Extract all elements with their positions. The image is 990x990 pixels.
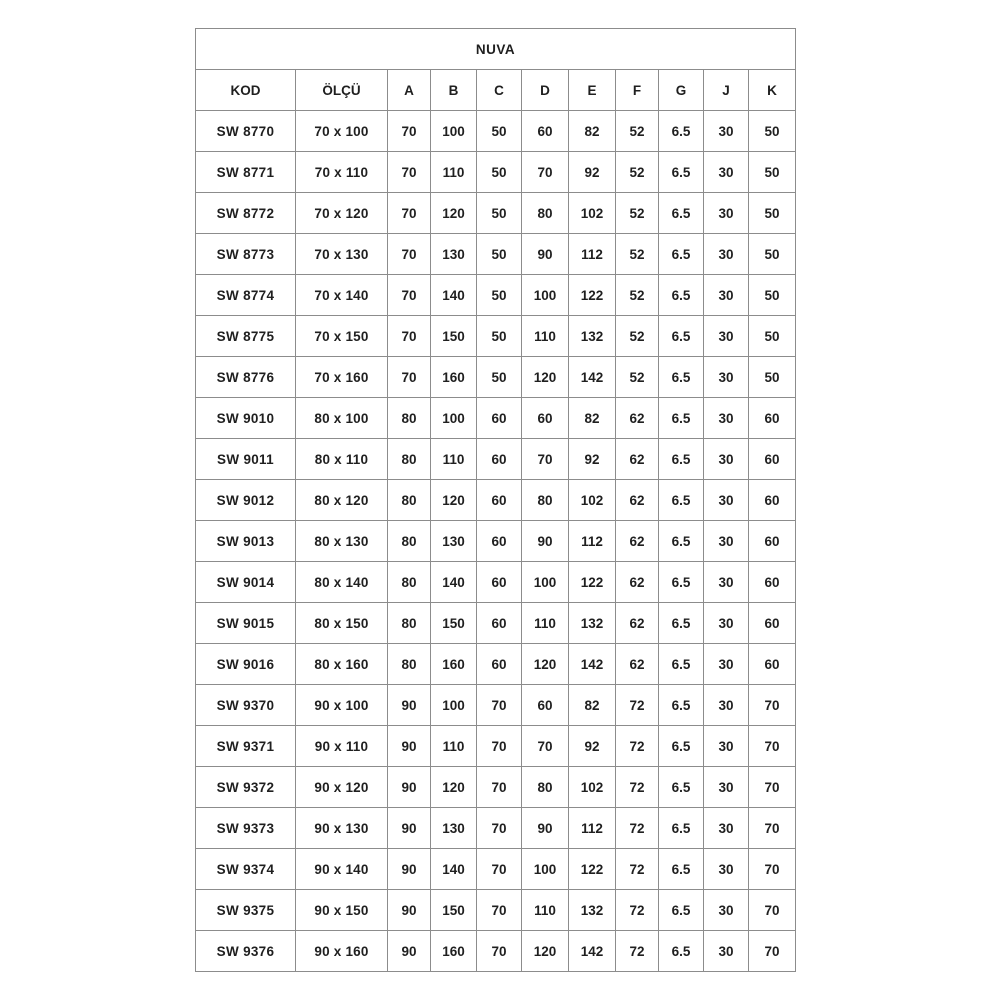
table-row <box>196 562 796 603</box>
cell-kod: SW 8771 <box>196 152 296 193</box>
cell-b: 150 <box>431 890 477 931</box>
cell-g: 6.5 <box>659 931 704 972</box>
cell-c: 70 <box>477 931 522 972</box>
cell-b: 120 <box>431 193 477 234</box>
cell-b: 140 <box>431 849 477 890</box>
table-row <box>196 808 796 849</box>
cell-a: 80 <box>388 644 431 685</box>
cell-k: 50 <box>749 193 796 234</box>
table-row <box>196 767 796 808</box>
cell-j: 30 <box>704 767 749 808</box>
cell-d: 60 <box>522 685 569 726</box>
cell-kod: SW 9016 <box>196 644 296 685</box>
cell-f: 62 <box>616 439 659 480</box>
cell-g: 6.5 <box>659 890 704 931</box>
column-header-d: D <box>522 70 569 111</box>
cell-g: 6.5 <box>659 808 704 849</box>
column-header-e: E <box>569 70 616 111</box>
cell-olcu: 70 x 100 <box>296 111 388 152</box>
column-header-kod: KOD <box>196 70 296 111</box>
cell-e: 122 <box>569 275 616 316</box>
column-header-row <box>196 70 796 111</box>
cell-j: 30 <box>704 521 749 562</box>
cell-olcu: 80 x 120 <box>296 480 388 521</box>
cell-c: 70 <box>477 849 522 890</box>
cell-olcu: 90 x 110 <box>296 726 388 767</box>
cell-kod: SW 8770 <box>196 111 296 152</box>
cell-j: 30 <box>704 357 749 398</box>
cell-j: 30 <box>704 480 749 521</box>
cell-e: 122 <box>569 562 616 603</box>
table-row <box>196 685 796 726</box>
cell-olcu: 90 x 140 <box>296 849 388 890</box>
cell-a: 70 <box>388 193 431 234</box>
cell-a: 70 <box>388 275 431 316</box>
cell-olcu: 90 x 150 <box>296 890 388 931</box>
cell-f: 72 <box>616 808 659 849</box>
column-header-c: C <box>477 70 522 111</box>
cell-e: 132 <box>569 890 616 931</box>
cell-f: 62 <box>616 480 659 521</box>
cell-b: 140 <box>431 275 477 316</box>
cell-b: 130 <box>431 234 477 275</box>
cell-c: 70 <box>477 685 522 726</box>
table-row <box>196 480 796 521</box>
cell-d: 100 <box>522 849 569 890</box>
cell-d: 110 <box>522 603 569 644</box>
cell-e: 142 <box>569 644 616 685</box>
cell-k: 70 <box>749 726 796 767</box>
cell-b: 160 <box>431 357 477 398</box>
table-row <box>196 644 796 685</box>
cell-e: 112 <box>569 521 616 562</box>
cell-f: 52 <box>616 193 659 234</box>
cell-j: 30 <box>704 275 749 316</box>
cell-e: 142 <box>569 357 616 398</box>
cell-kod: SW 9011 <box>196 439 296 480</box>
spec-sheet <box>195 28 795 972</box>
cell-a: 80 <box>388 603 431 644</box>
column-header-k: K <box>749 70 796 111</box>
cell-kod: SW 9010 <box>196 398 296 439</box>
table-row <box>196 603 796 644</box>
cell-g: 6.5 <box>659 275 704 316</box>
cell-d: 60 <box>522 111 569 152</box>
cell-e: 112 <box>569 234 616 275</box>
cell-e: 142 <box>569 931 616 972</box>
cell-j: 30 <box>704 193 749 234</box>
cell-olcu: 80 x 160 <box>296 644 388 685</box>
column-header-g: G <box>659 70 704 111</box>
cell-b: 100 <box>431 685 477 726</box>
cell-a: 80 <box>388 480 431 521</box>
cell-c: 50 <box>477 357 522 398</box>
column-header-f: F <box>616 70 659 111</box>
cell-c: 70 <box>477 726 522 767</box>
cell-kod: SW 9014 <box>196 562 296 603</box>
column-header-b: B <box>431 70 477 111</box>
cell-a: 90 <box>388 767 431 808</box>
cell-b: 110 <box>431 439 477 480</box>
cell-g: 6.5 <box>659 439 704 480</box>
cell-olcu: 80 x 130 <box>296 521 388 562</box>
cell-k: 70 <box>749 808 796 849</box>
cell-k: 60 <box>749 562 796 603</box>
cell-a: 90 <box>388 890 431 931</box>
cell-c: 60 <box>477 562 522 603</box>
cell-f: 72 <box>616 767 659 808</box>
column-header-j: J <box>704 70 749 111</box>
cell-f: 72 <box>616 849 659 890</box>
cell-olcu: 70 x 160 <box>296 357 388 398</box>
cell-a: 70 <box>388 357 431 398</box>
cell-d: 70 <box>522 152 569 193</box>
cell-a: 70 <box>388 111 431 152</box>
cell-b: 160 <box>431 931 477 972</box>
cell-j: 30 <box>704 562 749 603</box>
cell-a: 90 <box>388 931 431 972</box>
cell-j: 30 <box>704 685 749 726</box>
cell-k: 50 <box>749 275 796 316</box>
table-row <box>196 152 796 193</box>
cell-olcu: 70 x 140 <box>296 275 388 316</box>
cell-j: 30 <box>704 316 749 357</box>
cell-kod: SW 8774 <box>196 275 296 316</box>
cell-kod: SW 9373 <box>196 808 296 849</box>
cell-j: 30 <box>704 398 749 439</box>
cell-olcu: 90 x 130 <box>296 808 388 849</box>
cell-k: 60 <box>749 603 796 644</box>
cell-k: 70 <box>749 890 796 931</box>
cell-kod: SW 8773 <box>196 234 296 275</box>
cell-a: 80 <box>388 521 431 562</box>
table-row <box>196 357 796 398</box>
cell-olcu: 70 x 110 <box>296 152 388 193</box>
cell-j: 30 <box>704 234 749 275</box>
cell-g: 6.5 <box>659 234 704 275</box>
cell-j: 30 <box>704 890 749 931</box>
cell-c: 70 <box>477 767 522 808</box>
cell-c: 50 <box>477 234 522 275</box>
table-row <box>196 521 796 562</box>
cell-g: 6.5 <box>659 849 704 890</box>
table-row <box>196 849 796 890</box>
cell-b: 150 <box>431 603 477 644</box>
cell-olcu: 70 x 150 <box>296 316 388 357</box>
cell-g: 6.5 <box>659 685 704 726</box>
table-row <box>196 316 796 357</box>
cell-e: 92 <box>569 726 616 767</box>
cell-f: 62 <box>616 562 659 603</box>
cell-k: 50 <box>749 152 796 193</box>
table-title-row <box>196 29 796 70</box>
cell-olcu: 80 x 110 <box>296 439 388 480</box>
cell-c: 50 <box>477 152 522 193</box>
cell-c: 60 <box>477 480 522 521</box>
cell-f: 52 <box>616 234 659 275</box>
cell-olcu: 70 x 120 <box>296 193 388 234</box>
table-row <box>196 439 796 480</box>
cell-f: 72 <box>616 685 659 726</box>
cell-d: 80 <box>522 480 569 521</box>
cell-b: 120 <box>431 767 477 808</box>
cell-g: 6.5 <box>659 193 704 234</box>
cell-k: 60 <box>749 480 796 521</box>
cell-c: 50 <box>477 316 522 357</box>
table-row <box>196 275 796 316</box>
cell-c: 50 <box>477 193 522 234</box>
cell-b: 120 <box>431 480 477 521</box>
cell-e: 82 <box>569 685 616 726</box>
cell-a: 70 <box>388 316 431 357</box>
column-header-l: ÖLÇÜ <box>296 70 388 111</box>
cell-c: 60 <box>477 398 522 439</box>
cell-c: 60 <box>477 644 522 685</box>
cell-kod: SW 8772 <box>196 193 296 234</box>
cell-g: 6.5 <box>659 152 704 193</box>
cell-d: 120 <box>522 357 569 398</box>
cell-kod: SW 9376 <box>196 931 296 972</box>
cell-k: 60 <box>749 644 796 685</box>
cell-kod: SW 8775 <box>196 316 296 357</box>
cell-a: 80 <box>388 439 431 480</box>
cell-kod: SW 9371 <box>196 726 296 767</box>
cell-e: 112 <box>569 808 616 849</box>
table-row <box>196 111 796 152</box>
cell-e: 92 <box>569 439 616 480</box>
cell-kod: SW 9374 <box>196 849 296 890</box>
cell-olcu: 90 x 120 <box>296 767 388 808</box>
table-row <box>196 726 796 767</box>
cell-b: 110 <box>431 152 477 193</box>
table-body <box>196 111 796 972</box>
cell-j: 30 <box>704 808 749 849</box>
cell-k: 50 <box>749 234 796 275</box>
cell-f: 72 <box>616 726 659 767</box>
cell-e: 132 <box>569 316 616 357</box>
cell-a: 90 <box>388 808 431 849</box>
cell-a: 80 <box>388 562 431 603</box>
cell-g: 6.5 <box>659 726 704 767</box>
cell-k: 60 <box>749 439 796 480</box>
cell-k: 50 <box>749 316 796 357</box>
cell-d: 100 <box>522 562 569 603</box>
cell-j: 30 <box>704 439 749 480</box>
table-row <box>196 398 796 439</box>
table-header <box>196 29 796 111</box>
table-row <box>196 931 796 972</box>
cell-d: 110 <box>522 316 569 357</box>
cell-e: 82 <box>569 398 616 439</box>
cell-a: 90 <box>388 726 431 767</box>
cell-b: 110 <box>431 726 477 767</box>
cell-j: 30 <box>704 849 749 890</box>
cell-e: 82 <box>569 111 616 152</box>
cell-a: 70 <box>388 234 431 275</box>
cell-d: 70 <box>522 726 569 767</box>
cell-kod: SW 9015 <box>196 603 296 644</box>
cell-k: 70 <box>749 685 796 726</box>
cell-g: 6.5 <box>659 398 704 439</box>
cell-e: 102 <box>569 480 616 521</box>
cell-j: 30 <box>704 644 749 685</box>
specification-table <box>195 28 796 972</box>
cell-f: 52 <box>616 275 659 316</box>
cell-g: 6.5 <box>659 603 704 644</box>
cell-olcu: 90 x 160 <box>296 931 388 972</box>
cell-olcu: 80 x 150 <box>296 603 388 644</box>
column-header-a: A <box>388 70 431 111</box>
cell-b: 130 <box>431 521 477 562</box>
cell-f: 62 <box>616 603 659 644</box>
cell-g: 6.5 <box>659 111 704 152</box>
cell-olcu: 70 x 130 <box>296 234 388 275</box>
cell-g: 6.5 <box>659 357 704 398</box>
cell-f: 52 <box>616 111 659 152</box>
cell-e: 102 <box>569 193 616 234</box>
cell-kod: SW 9375 <box>196 890 296 931</box>
cell-k: 50 <box>749 111 796 152</box>
cell-e: 132 <box>569 603 616 644</box>
cell-c: 60 <box>477 521 522 562</box>
cell-g: 6.5 <box>659 521 704 562</box>
cell-c: 50 <box>477 111 522 152</box>
cell-j: 30 <box>704 931 749 972</box>
cell-d: 90 <box>522 808 569 849</box>
cell-d: 100 <box>522 275 569 316</box>
cell-j: 30 <box>704 603 749 644</box>
cell-d: 90 <box>522 234 569 275</box>
cell-f: 72 <box>616 890 659 931</box>
cell-b: 150 <box>431 316 477 357</box>
cell-j: 30 <box>704 726 749 767</box>
cell-b: 100 <box>431 398 477 439</box>
cell-b: 130 <box>431 808 477 849</box>
cell-kod: SW 9013 <box>196 521 296 562</box>
cell-d: 70 <box>522 439 569 480</box>
cell-kod: SW 8776 <box>196 357 296 398</box>
cell-kod: SW 9370 <box>196 685 296 726</box>
table-row <box>196 234 796 275</box>
cell-olcu: 80 x 140 <box>296 562 388 603</box>
cell-f: 52 <box>616 316 659 357</box>
cell-d: 110 <box>522 890 569 931</box>
cell-g: 6.5 <box>659 562 704 603</box>
cell-b: 140 <box>431 562 477 603</box>
cell-k: 70 <box>749 767 796 808</box>
cell-c: 60 <box>477 603 522 644</box>
cell-f: 62 <box>616 521 659 562</box>
cell-k: 70 <box>749 849 796 890</box>
cell-a: 70 <box>388 152 431 193</box>
cell-e: 102 <box>569 767 616 808</box>
cell-c: 50 <box>477 275 522 316</box>
cell-f: 62 <box>616 644 659 685</box>
cell-olcu: 90 x 100 <box>296 685 388 726</box>
cell-c: 70 <box>477 808 522 849</box>
cell-k: 50 <box>749 357 796 398</box>
cell-d: 120 <box>522 644 569 685</box>
cell-k: 60 <box>749 398 796 439</box>
cell-a: 90 <box>388 849 431 890</box>
cell-c: 70 <box>477 890 522 931</box>
cell-b: 100 <box>431 111 477 152</box>
cell-a: 90 <box>388 685 431 726</box>
table-title: NUVA <box>196 29 796 70</box>
cell-c: 60 <box>477 439 522 480</box>
cell-g: 6.5 <box>659 767 704 808</box>
cell-d: 60 <box>522 398 569 439</box>
cell-g: 6.5 <box>659 644 704 685</box>
cell-j: 30 <box>704 152 749 193</box>
cell-a: 80 <box>388 398 431 439</box>
cell-d: 80 <box>522 193 569 234</box>
cell-j: 30 <box>704 111 749 152</box>
table-row <box>196 890 796 931</box>
cell-f: 52 <box>616 152 659 193</box>
cell-kod: SW 9372 <box>196 767 296 808</box>
cell-d: 120 <box>522 931 569 972</box>
cell-d: 90 <box>522 521 569 562</box>
cell-f: 52 <box>616 357 659 398</box>
cell-f: 62 <box>616 398 659 439</box>
cell-olcu: 80 x 100 <box>296 398 388 439</box>
cell-g: 6.5 <box>659 316 704 357</box>
cell-e: 92 <box>569 152 616 193</box>
cell-d: 80 <box>522 767 569 808</box>
cell-g: 6.5 <box>659 480 704 521</box>
cell-k: 60 <box>749 521 796 562</box>
cell-kod: SW 9012 <box>196 480 296 521</box>
cell-k: 70 <box>749 931 796 972</box>
table-row <box>196 193 796 234</box>
cell-e: 122 <box>569 849 616 890</box>
cell-f: 72 <box>616 931 659 972</box>
cell-b: 160 <box>431 644 477 685</box>
